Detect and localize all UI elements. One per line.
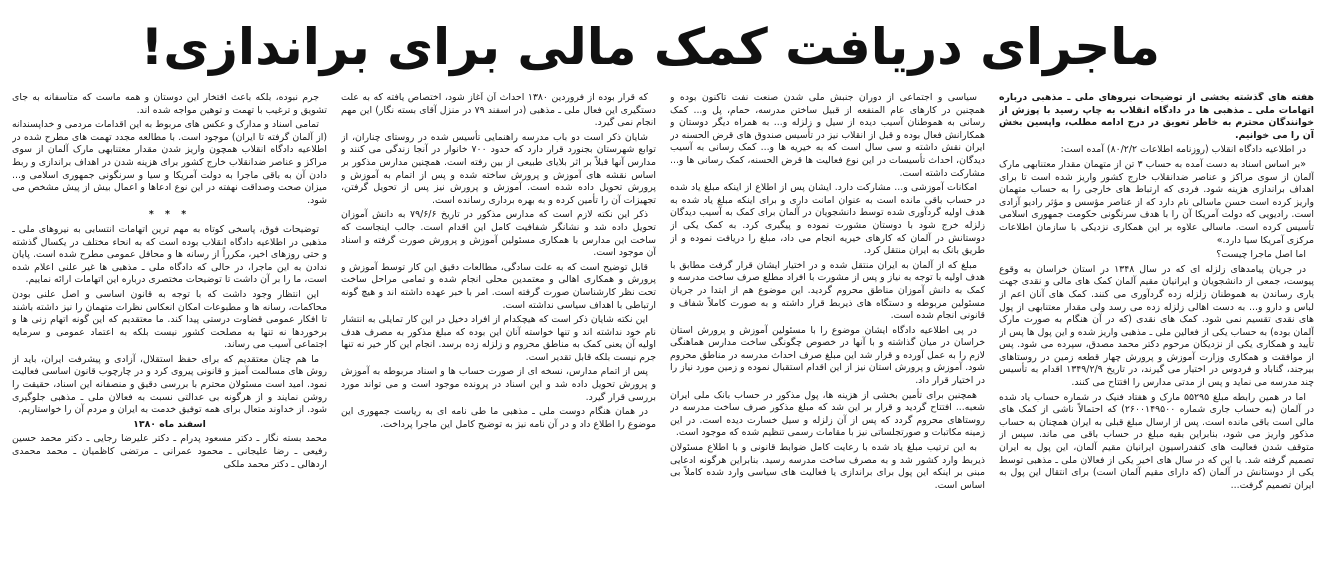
- paragraph: در پی اطلاعیه دادگاه ایشان موضوع را با مسئولین آموزش و پرورش استان خراسان در میان گذاشته و با آنها در خصوص چگونگی ساخت مدارس هماهنگی لازم را به عمل آورده و قرار شد این مبلغ صرف احداث مدرسه در مناطق محروم شود. آموزش و پرورش استان نیز از این اقدام استقبال نموده و زمین مورد نیاز را در اختیار قرار داد.: [670, 324, 985, 387]
- paragraph: مبلغ که از آلمان به ایران منتقل شده و در اختیار ایشان قرار گرفت مطابق با هدف اولیه با توجه به نیاز و پس از مشورت با افراد مطلع صرف ساخت مدرسه و کمک به دانش آموزان مناطق محروم گردید. این موضوع هم از ابتدا در جریان مسئولین مربوطه و دستگاه های ذیربط قرار داشته و به صورت کاملاً شفاف و قانونی انجام شده است.: [670, 259, 985, 322]
- paragraph: اما اصل ماجرا چیست؟: [1216, 249, 1306, 261]
- paragraph: امکانات آموزشی و... مشارکت دارد. ایشان پس از اطلاع از اینکه مبلغ یاد شده در حساب باقی مانده است به عنوان امانت داری و برای اینکه مبلغ یاد شده به هدف اولیه گردآوری شده توسط دانشجویان در آلمان برای کمک به آسیب دیدگان زلزله خرج شود با دوستان مشورت نموده و پیگیری کرد. به کمک یکی از دوستانش در آلمان که کارهای خیریه انجام می داد، مبلغ را دریافت نموده و از طریق بانک به ایران منتقل کرد.: [670, 182, 985, 257]
- paragraph: در اطلاعیه دادگاه انقلاب (روزنامه اطلاعات ۸۰/۲/۲) آمده است:: [1060, 144, 1306, 156]
- paragraph: این نکته شایان ذکر است که هیچکدام از افراد دخیل در این کار تمایلی به انتشار نام خود نداشته اند و تنها خواسته آنان این بوده که مبلغ مذکور به مصرف هدف اولیه آن یعنی کمک به مناطق محروم و زلزله زده برسد. انجام این کار خیر نه تنها جرم نیست بلکه قابل تقدیر است.: [341, 314, 656, 363]
- paragraph: این انتظار وجود داشت که با توجه به قانون اساسی و اصل علنی بودن محاکمات، رسانه ها و مطبوعات امکان انعکاس نظرات متهمان را نیز داشته باشند تا افکار عمومی قضاوت درستی پیدا کند. ما معتقدیم که این گونه اتهام زنی ها و برخوردها نه تنها به مصلحت کشور نیست بلکه به اعتماد عمومی و سرمایه اجتماعی آسیب می رساند.: [12, 288, 327, 351]
- column-2: [670, 92, 985, 566]
- paragraph: سیاسی و اجتماعی از دوران جنبش ملی شدن صنعت نفت تاکنون بوده و همچنین در کارهای عام المنفعه از قبیل ساختن مدرسه، حمام، پل و... کمک رسانی به هموطنان آسیب دیده از سیل و زلزله و... به همراه دیگر دوستان و همکارانش فعال بوده و قبل از انقلاب نیز در تأسیس صندوق های قرض الحسنه در ایران نقش داشته و سی سال است که به خیریه ها و... کمک رسانی به آسیب دیدگان، احداث تأسیسات در این نوع فعالیت ها قرض الحسنه، کمک رسانی ها و... مشارکت داشته است.: [670, 92, 985, 179]
- paragraph: ذکر این نکته لازم است که مدارس مذکور در تاریخ ۷۹/۶/۶ به دانش آموزان تحویل داده شد و نشانگر شفافیت کامل این اقدام است. جالب اینجاست که ساخت این مدارس با همکاری مسئولین آموزش و پرورش صورت گرفته و اسناد آن موجود است.: [341, 209, 656, 259]
- paragraph: «بر اساس اسناد به دست آمده به حساب ۳ تن از متهمان مقدار معتنابهی مارک آلمان از سوی مراکز و عناصر ضدانقلاب خارج کشور واریز شده است تا برای اهداف براندازی هزینه شود. فردی که ارتباط های خارجی را به حساب متهمان واریز کرده است حسن ماسالی نام دارد که از عناصر مؤسس و مؤثر رادیو آزادی است. رادیویی که دولت آمریکا آن را با هدف سرنگونی حکومت جمهوری اسلامی تأسیس کرده است. ماسالی علاوه بر این همکاری نزدیکی با سازمان اطلاعات مرکزی آمریکا سیا دارد.»: [999, 158, 1314, 246]
- article-columns: [12, 92, 1314, 566]
- column-1: [999, 92, 1314, 566]
- paragraph: در جریان پیامدهای زلزله ای که در سال ۱۳۴۸ در استان خراسان به وقوع پیوست، جمعی از دانشجویان و ایرانیان مقیم آلمان کمک های مالی و نقدی جهت یاری رساندن به هموطنان زلزله زده گردآوری می کنند. کمک های آنان اعم از لباس و دارو و... به دست اهالی زلزله زده می رسد ولی مقدار معتنابهی از پول های نقدی تقسیم نمی شود. کمک های نقدی (که در آن هنگام به صورت مارک آلمان بوده) به حساب یکی از فعالین ملی ـ مذهبی واریز شده و این پول ها پس از تأیید و همکاری یکی از نزدیکان مرحوم دکتر محمد مصدق، سپرده می شود. پس از موافقت و همکاری وزارت آموزش و پرورش چهار قطعه زمین در روستاهای بیرجند، گناباد و فردوس در اختیار می گیرند، در تاریخ ۱۳۴۹/۲/۹ اقدام به تأسیس چند مدرسه می نماید و پس از مدتی مدارس را افتتاح می کنند.: [999, 263, 1314, 389]
- paragraph: پس از اتمام مدارس، نسخه ای از صورت حساب ها و اسناد مربوطه به آموزش و پرورش تحویل داده شد و این اسناد در پرونده موجود است و می تواند مورد بررسی قرار گیرد.: [341, 366, 656, 403]
- column-4: [12, 92, 327, 566]
- paragraph: توضیحات فوق، پاسخی کوتاه به مهم ترین اتهامات انتسابی به نیروهای ملی ـ مذهبی در اطلاعیه دادگاه انقلاب بوده است که به انحاء مختلف در یکسال گذشته و حتی روزهای اخیر، مکرراً از رسانه ها و محافل عمومی مطرح شده است. پایان ندادن به این ماجرا، در حالی که دادگاه ملی ـ مذهبی ها غیر علنی اعلام شده است، ما را بر آن داشت تا توضیحات مختصری درباره این اتهامات ارائه نماییم.: [12, 223, 327, 286]
- paragraph: در همان هنگام دوست ملی ـ مذهبی ما طی نامه ای به ریاست جمهوری این موضوع را اطلاع داد و در آن نامه نیز به توضیح کامل این ماجرا پرداخت.: [341, 406, 656, 430]
- lead-paragraph: هفته های گذشته بخشی از توضیحات نیروهای ملی ـ مذهبی درباره اتهامات ملی ـ مذهبی ها در دادگاه انقلاب به چاپ رسید با پوزش از خوانندگان محترم به خاطر تعویق در درج ادامه مطلب، واپسین بخش آن را می خوانیم.: [999, 92, 1314, 141]
- paragraph: همچنین برای تأمین بخشی از هزینه ها، پول مذکور در حساب بانک ملی ایران شعبه... افتتاح گردید و قرار بر این شد که مبلغ مذکور صرف ساخت مدرسه در روستاهای محروم گردد که پس از آن زلزله و سیل خسارت دیده است. در این زمینه مکاتبات و صورتجلساتی نیز با مقامات رسمی تنظیم شده که موجود است.: [670, 389, 985, 439]
- paragraph: به این ترتیب مبلغ یاد شده با رعایت کامل ضوابط قانونی و با اطلاع مسئولان ذیربط وارد کشور شد و به مصرف ساخت مدرسه رسید. بنابراین هرگونه ادعایی مبنی بر اینکه این پول برای براندازی یا فعالیت های سیاسی وارد شده کاملاً بی اساس است.: [670, 442, 985, 491]
- column-3: [341, 92, 656, 566]
- paragraph: ما هم چنان معتقدیم که برای حفظ استقلال، آزادی و پیشرفت ایران، باید از روش های مسالمت آمیز و قانونی پیروی کرد و در چارچوب قانون اساسی فعالیت نمود. امید است مسئولان محترم با بررسی دقیق و منصفانه این اسناد، حقیقت را روشن نمایند و از هرگونه بی عدالتی نسبت به فعالان ملی ـ مذهبی جلوگیری شود. از خداوند متعال برای همه توفیق خدمت به ایران و مردم آن را خواستاریم.: [12, 353, 327, 416]
- paragraph: جرم نبوده، بلکه باعث افتخار این دوستان و همه ماست که متأسفانه به جای تشویق و ترغیب با تهمت و توهین مواجه شده اند.: [12, 92, 327, 116]
- paragraph: تمامی اسناد و مدارک و عکس های مربوط به این اقدامات مردمی و خداپسندانه (از آلمان گرفته تا ایران) موجود است. با مطالعه مجدد تهمت های مطرح شده در اطلاعیه دادگاه انقلاب همچون واریز شدن مقدار معتنابهی مارک آلمان از سوی مراکز و عناصر ضدانقلاب خارج کشور برای هزینه شدن در اهداف براندازی و ربط دادن آن به باقی ماجرا به دولت آمریکا و سیا و سرنگونی جمهوری اسلامی و... میزان صحت وصداقت نهفته در این نوع ادعاها و اعمال بیش از پیش مشخص می شود.: [12, 119, 327, 206]
- paragraph: اما در همین رابطه مبلغ ۵۵۲۹۵ مارک و هفتاد فنیک در شماره حساب یاد شده در آلمان (به حساب جاری شماره ۲۶۰۰۱۴۹۵۰۰) که احتمالاً ناشی از کمک های مالی است باقی مانده است. پس از ارسال مبلغ قبلی به ایران همچنان به حساب مذکور واریز می شود، بنابراین بقیه مبلغ در حساب باقی می ماند. سپس از متوقف شدن فعالیت های کنفدراسیون ایرانیان مقیم آلمان، این پول به ایران تصمیم گرفته شد. با این که در سال های اخیر یکی از فعالان ملی ـ مذهبی توسط یکی از دوستانش در آلمان (که دارای مقیم آلمان است) برای انتقال این پول به ایران تصمیم گرفت...: [999, 391, 1314, 491]
- paragraph: شایان ذکر است دو باب مدرسه راهنمایی تأسیس شده در روستای چناران، از توابع شهرستان بجنورد قرار دارد که حدود ۷۰۰ خانوار در آنجا زندگی می کنند و مدارس آنها قبلاً بر اثر بلایای طبیعی از بین رفته است. همچنین مدارس مذکور بر اساس نقشه های آموزش و پرورش ساخته شده و پس از اتمام به آموزش و پرورش تحویل داده شده است. آموزش و پرورش نیز پس از تحویل گرفتن، تجهیزات آن را تأمین کرده و به بهره برداری رسانده است.: [341, 131, 656, 206]
- signatories: محمد بسته نگار ـ دکتر مسعود پدرام ـ دکتر علیرضا رجایی ـ دکتر محمد حسین رفیعی ـ رضا علیجانی ـ محمود عمرانی ـ مرتضی کاظمیان ـ محمد محمدی اردهالی ـ دکتر محمد ملکی: [12, 433, 327, 470]
- headline: ماجرای دریافت کمک مالی برای براندازی!: [140, 18, 1160, 76]
- paragraph: قابل توضیح است که به علت سادگی، مطالعات دقیق این کار توسط آموزش و پرورش و همکاری اهالی و معتمدین محلی انجام شده و تمامی مراحل ساخت تحت نظر کارشناسان صورت گرفته است. امر با خبر عهده داشته اند و هیچ گونه ارتباطی با اهداف سیاسی نداشته است.: [341, 261, 656, 311]
- article-date: اسفند ماه ۱۳۸۰: [133, 418, 206, 430]
- section-divider: * * *: [148, 209, 191, 221]
- paragraph: که قرار بوده از فروردین ۱۳۸۰ احداث آن آغاز شود، اختصاص یافته که به علت دستگیری این فعال ملی ـ مذهبی (در اسفند ۷۹ در منزل آقای بسته نگار) این مهم انجام نمی گیرد.: [341, 92, 656, 129]
